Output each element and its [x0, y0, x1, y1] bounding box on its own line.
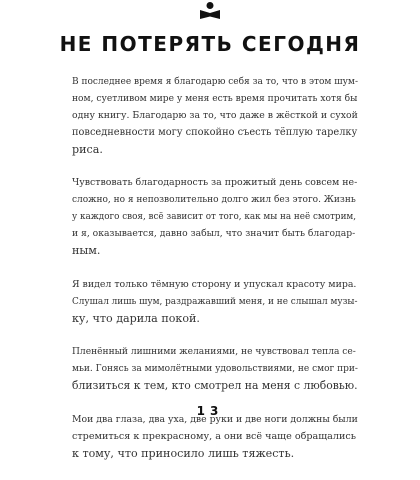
book-reader-icon [199, 2, 221, 20]
text-line: ным. [72, 244, 101, 258]
text-line: Пленённый лишними желаниями, не чувствовал тепла се- [72, 347, 356, 358]
text-line: Слушал лишь шум, раздражавший меня, и не слышал музы- [72, 296, 358, 307]
text-line: Мои два глаза, два уха, две руки и две ноги должны были [72, 414, 358, 426]
text-line: близиться к тем, кто смотрел на меня с любовью. [72, 379, 358, 393]
chapter-title: НЕ ПОТЕРЯТЬ СЕГОДНЯ [59, 32, 361, 56]
text-line: повседневности могу спокойно съесть тёплую тарелку [72, 126, 358, 138]
paragraph [72, 74, 358, 159]
text-line: у каждого своя, всё зависит от того, как мы на неё смотрим, [72, 212, 357, 223]
text-line: мьи. Гонясь за мимолётными удовольствиями, не смог при- [72, 364, 358, 375]
text-line: одну книгу. Благодарю за то, что даже в жёсткой и сухой [72, 109, 358, 121]
page-number: 13 [196, 404, 224, 418]
text-line: сложно, но я непозволительно долго жил без этого. Жизнь [72, 195, 356, 206]
paragraph [72, 344, 358, 395]
paragraph [72, 175, 358, 260]
text-line: риса. [72, 142, 103, 156]
text-line: В последнее время я благодарю себя за то, что в этом шум- [72, 77, 358, 87]
text-line: стремиться к прекрасному, а они всё чаще обращались [72, 430, 356, 442]
text-line: Я видел только тёмную сторону и упускал красоту мира. [72, 278, 357, 290]
text-line: ку, что дарила покой. [72, 311, 200, 325]
text-line: ном, суетливом мире у меня есть время прочитать хотя бы [72, 93, 358, 104]
paragraph [72, 277, 358, 328]
text-line: к тому, что приносило лишь тяжесть. [72, 446, 295, 460]
text-line: Чувствовать благодарность за прожитый день совсем не- [72, 177, 358, 189]
body-text [72, 74, 358, 480]
text-line: и я, оказывается, давно забыл, что значит быть благодар- [72, 228, 356, 240]
